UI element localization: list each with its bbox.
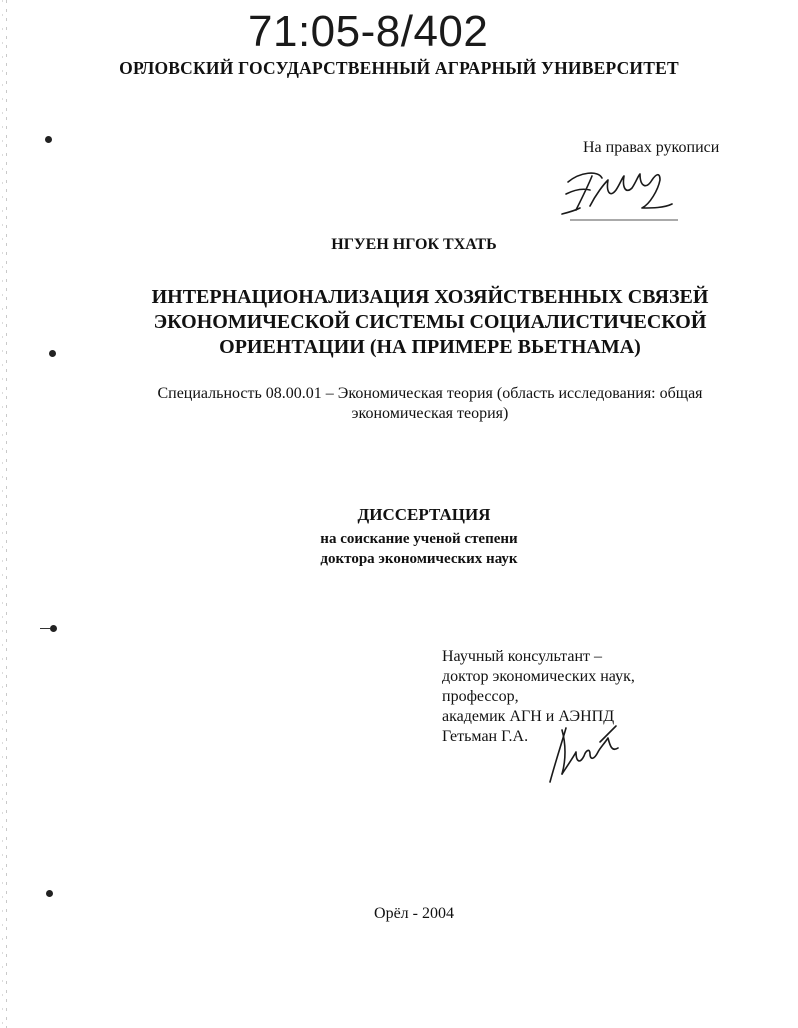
degree-line: на соискание ученой степени <box>320 531 518 547</box>
title-line: ОРИЕНТАЦИИ (НА ПРИМЕРЕ ВЬЕТНАМА) <box>219 336 641 358</box>
specialty <box>110 384 750 424</box>
manuscript-note: На правах рукописи <box>583 139 720 156</box>
consultant-line: Гетьман Г.А. <box>442 728 529 745</box>
punch-hole-mark <box>45 136 52 143</box>
university-name: ОРЛОВСКИЙ ГОСУДАРСТВЕННЫЙ АГРАРНЫЙ УНИВЕРСИТЕТ <box>119 58 679 78</box>
author-signature <box>560 164 685 224</box>
place-and-year: Орёл - 2004 <box>374 905 454 922</box>
title-line: ЭКОНОМИЧЕСКОЙ СИСТЕМЫ СОЦИАЛИСТИЧЕСКОЙ <box>153 311 707 333</box>
punch-hole-mark <box>49 350 56 357</box>
consultant-line: профессор, <box>442 688 519 705</box>
edge-tick-mark <box>40 628 50 629</box>
dissertation-title <box>120 285 740 360</box>
specialty-line: Специальность 08.00.01 – Экономическая теория (область исследования: общая <box>157 385 703 402</box>
degree <box>0 529 798 569</box>
degree-line: доктора экономических наук <box>320 551 518 567</box>
document-type: ДИССЕРТАЦИЯ <box>357 505 491 524</box>
archive-code: 71:05-8/402 <box>248 7 489 56</box>
consultant-line: Научный консультант – <box>442 648 602 665</box>
consultant-line: академик АГН и АЭНПД <box>442 708 615 725</box>
specialty-line: экономическая теория) <box>351 405 509 422</box>
consultant-line: доктор экономических наук, <box>442 668 635 685</box>
author-name: НГУЕН НГОК ТХАТЬ <box>331 236 497 253</box>
punch-hole-mark <box>46 890 53 897</box>
title-line: ИНТЕРНАЦИОНАЛИЗАЦИЯ ХОЗЯЙСТВЕННЫХ СВЯЗЕЙ <box>151 286 709 308</box>
punch-hole-mark <box>50 625 57 632</box>
consultant-signature <box>540 722 630 788</box>
